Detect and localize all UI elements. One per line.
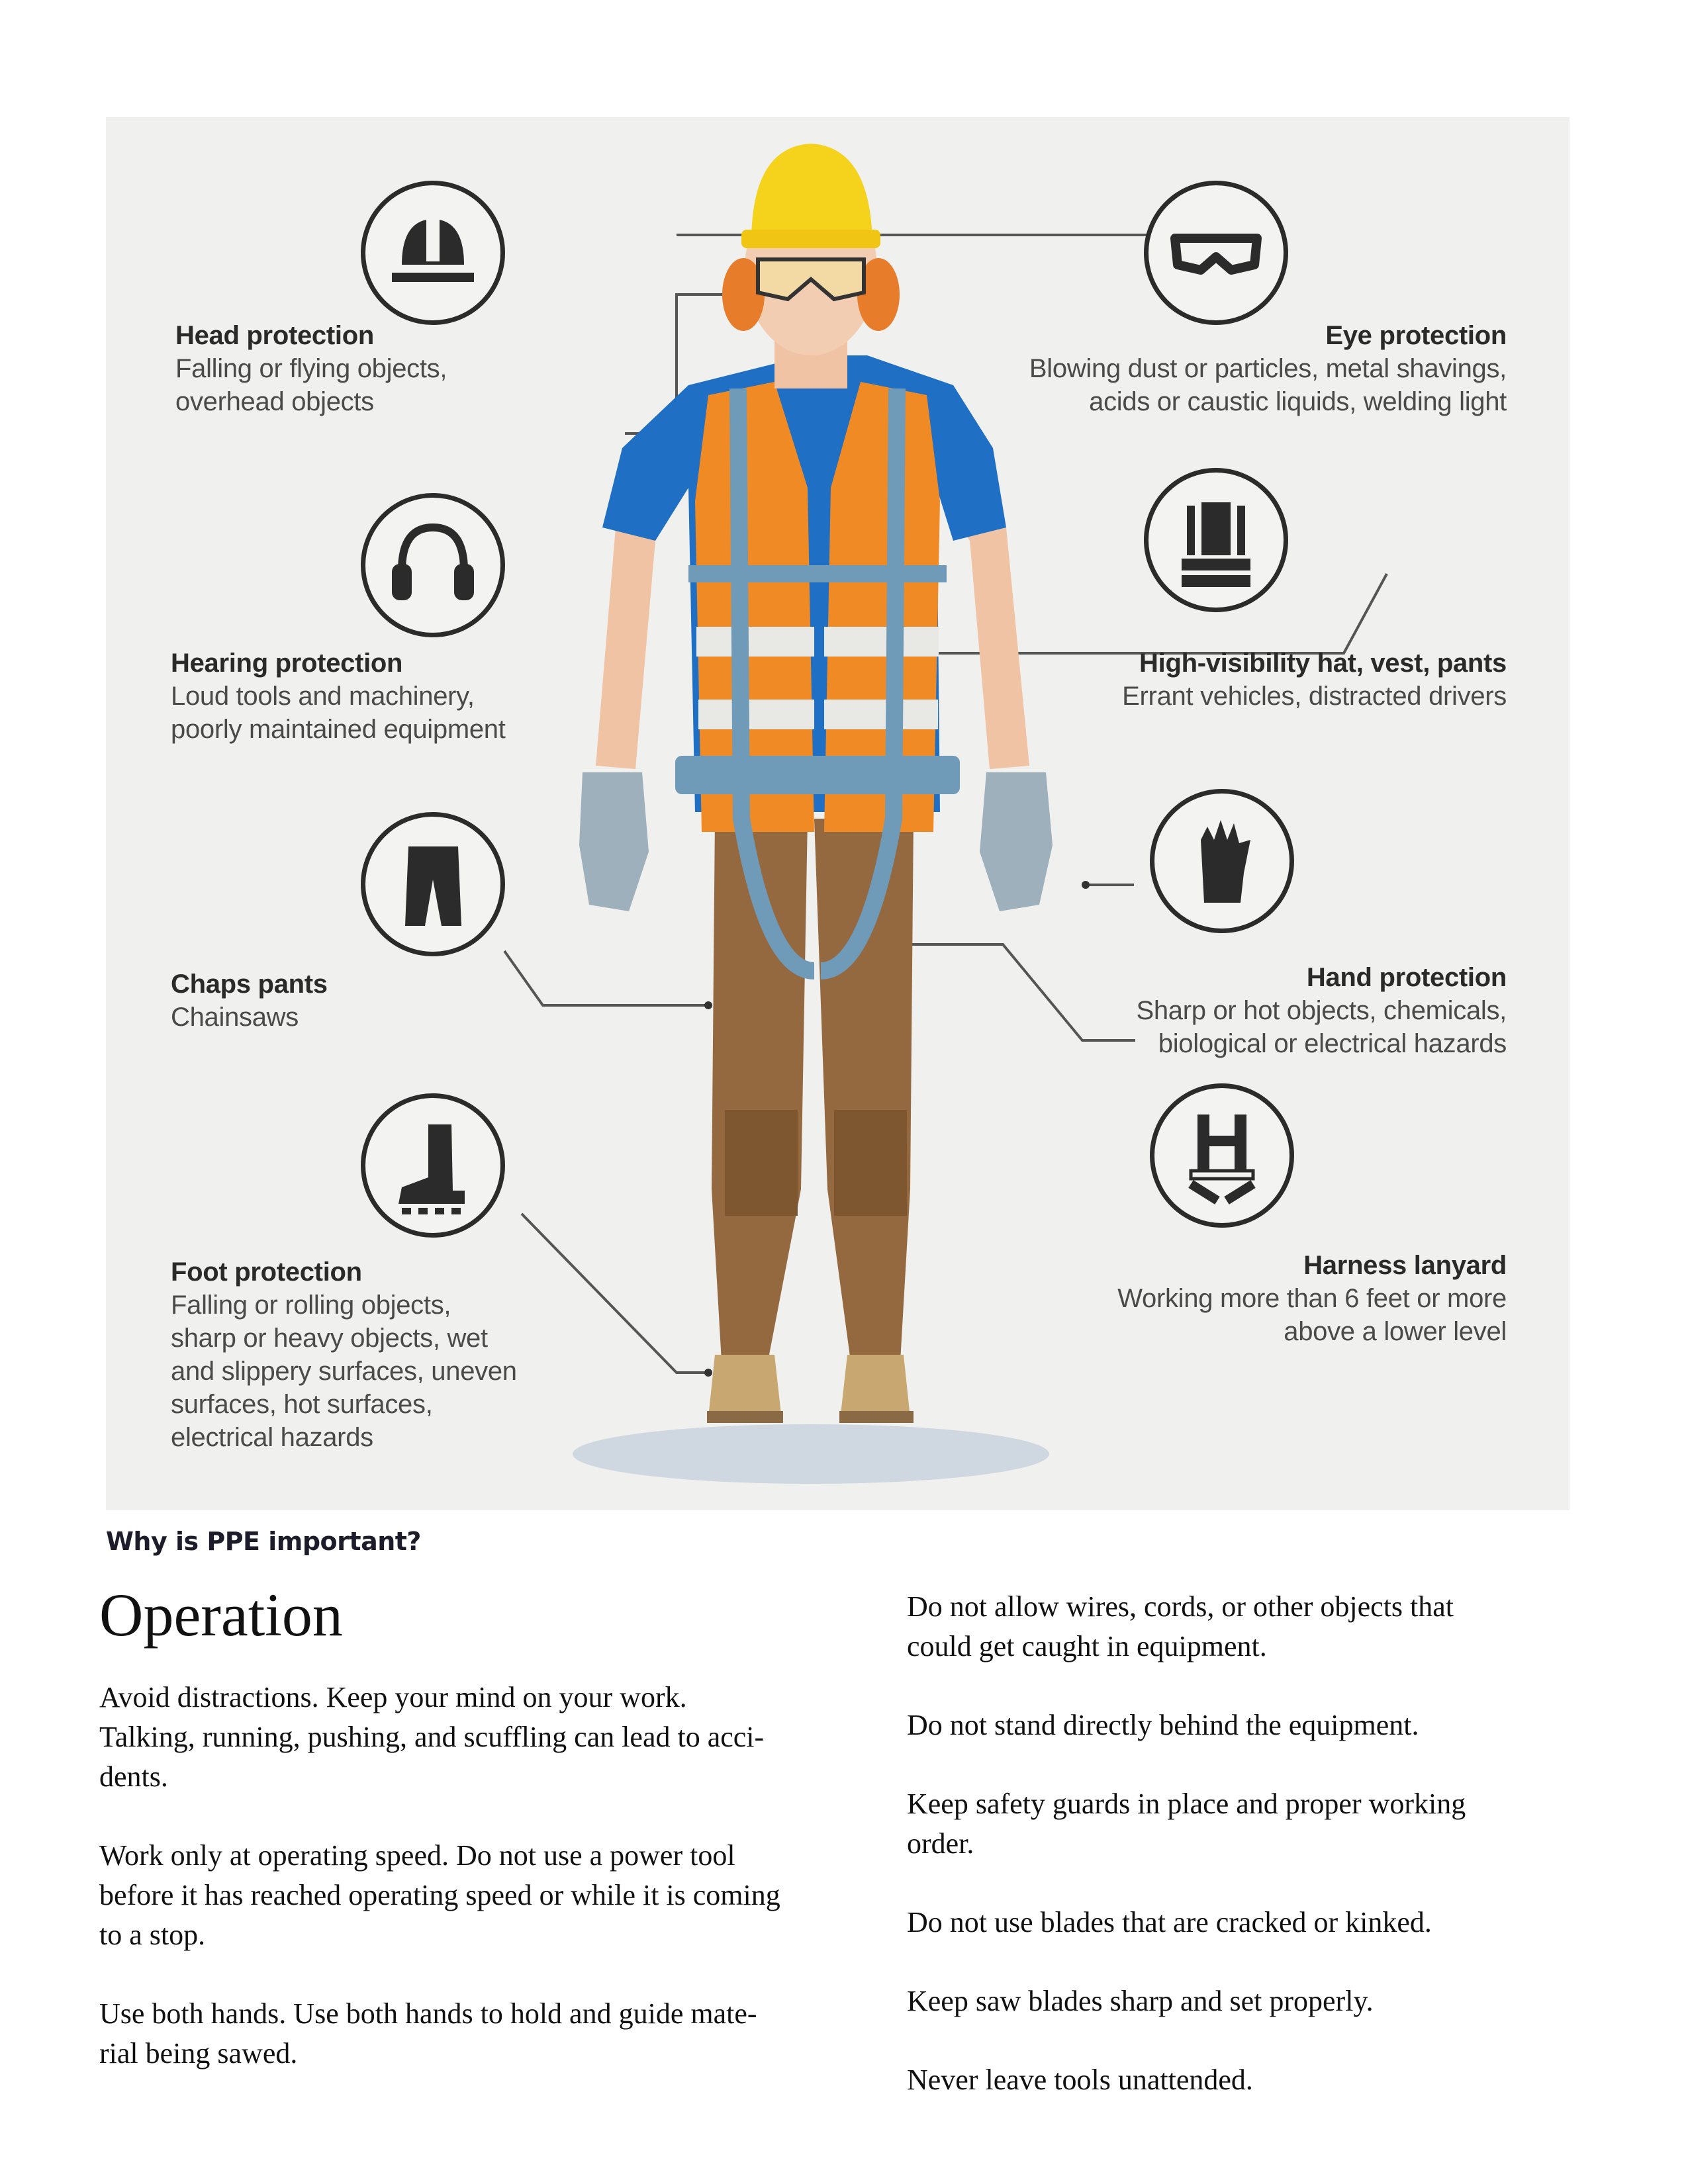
right-glove	[980, 772, 1053, 911]
harness-icon	[1150, 1083, 1294, 1228]
helmet	[751, 144, 872, 243]
label-hand-desc: Sharp or hot objects, chemicals, biological or electrical hazards	[1136, 996, 1507, 1058]
safety-vest-icon	[1144, 468, 1288, 612]
glove-icon	[1150, 789, 1294, 933]
label-hearing-desc: Loud tools and machinery, poorly maintained equipment	[171, 682, 506, 744]
left-column	[99, 1678, 867, 2113]
label-foot	[171, 1255, 517, 1454]
label-eye	[1029, 319, 1507, 418]
paragraph: Avoid distractions. Keep your mind on your work. Talking, running, pushing, and scuffling can lead to acci- dents.	[99, 1681, 765, 1793]
safety-goggles-icon	[1144, 181, 1288, 325]
label-hand	[1136, 961, 1507, 1060]
chaps-pants-icon	[361, 812, 505, 956]
paragraph: Keep saw blades sharp and set properly.	[907, 1985, 1374, 2017]
label-head-desc: Falling or flying objects, overhead objects	[175, 354, 447, 416]
section-title: Operation	[99, 1581, 343, 1649]
harness-belt	[675, 756, 960, 794]
ear-muffs-icon	[361, 493, 505, 637]
label-chaps-title: Chaps pants	[171, 970, 328, 999]
label-hivis-desc: Errant vehicles, distracted drivers	[1122, 682, 1507, 711]
figure-caption: Why is PPE important?	[106, 1527, 421, 1556]
label-foot-title: Foot protection	[171, 1257, 362, 1287]
paragraph: Do not allow wires, cords, or other objects that could get caught in equipment.	[907, 1590, 1454, 1662]
paragraph: Do not use blades that are cracked or kinked.	[907, 1906, 1432, 1938]
label-eye-title: Eye protection	[1325, 321, 1507, 350]
label-chaps-desc: Chainsaws	[171, 1003, 299, 1032]
label-hivis-title: High-visibility hat, vest, pants	[1139, 649, 1507, 678]
label-hand-title: Hand protection	[1306, 963, 1507, 992]
ground-shadow	[573, 1424, 1049, 1484]
label-foot-desc: Falling or rolling objects, sharp or heavy objects, wet and slippery surfaces, uneven surfaces, hot surfaces, electrical hazards	[171, 1291, 517, 1452]
left-glove	[579, 772, 649, 911]
label-harness-title: Harness lanyard	[1303, 1251, 1507, 1280]
paragraph: Never leave tools unattended.	[907, 2064, 1253, 2096]
label-hearing-title: Hearing protection	[171, 649, 403, 678]
paragraph: Keep safety guards in place and proper working order.	[907, 1788, 1466, 1860]
label-eye-desc: Blowing dust or particles, metal shavings, acids or caustic liquids, welding light	[1029, 354, 1507, 416]
label-hearing	[171, 647, 506, 746]
paragraph: Do not stand directly behind the equipment.	[907, 1709, 1419, 1741]
label-harness-desc: Working more than 6 feet or more above a lower level	[1117, 1284, 1507, 1346]
paragraph: Use both hands. Use both hands to hold and guide mate- rial being sawed.	[99, 1997, 757, 2070]
label-head	[175, 319, 447, 418]
ppe-infographic	[106, 117, 1570, 1510]
safety-boot-icon	[361, 1093, 505, 1238]
label-harness	[1117, 1249, 1507, 1348]
hard-hat-icon	[361, 181, 505, 325]
right-column	[907, 1587, 1582, 2139]
paragraph: Work only at operating speed. Do not use a power tool before it has reached operating speed or while it is coming to a stop.	[99, 1839, 780, 1951]
label-head-title: Head protection	[175, 321, 374, 350]
boots	[707, 1355, 914, 1423]
label-hivis	[1122, 647, 1507, 713]
label-chaps	[171, 968, 328, 1034]
